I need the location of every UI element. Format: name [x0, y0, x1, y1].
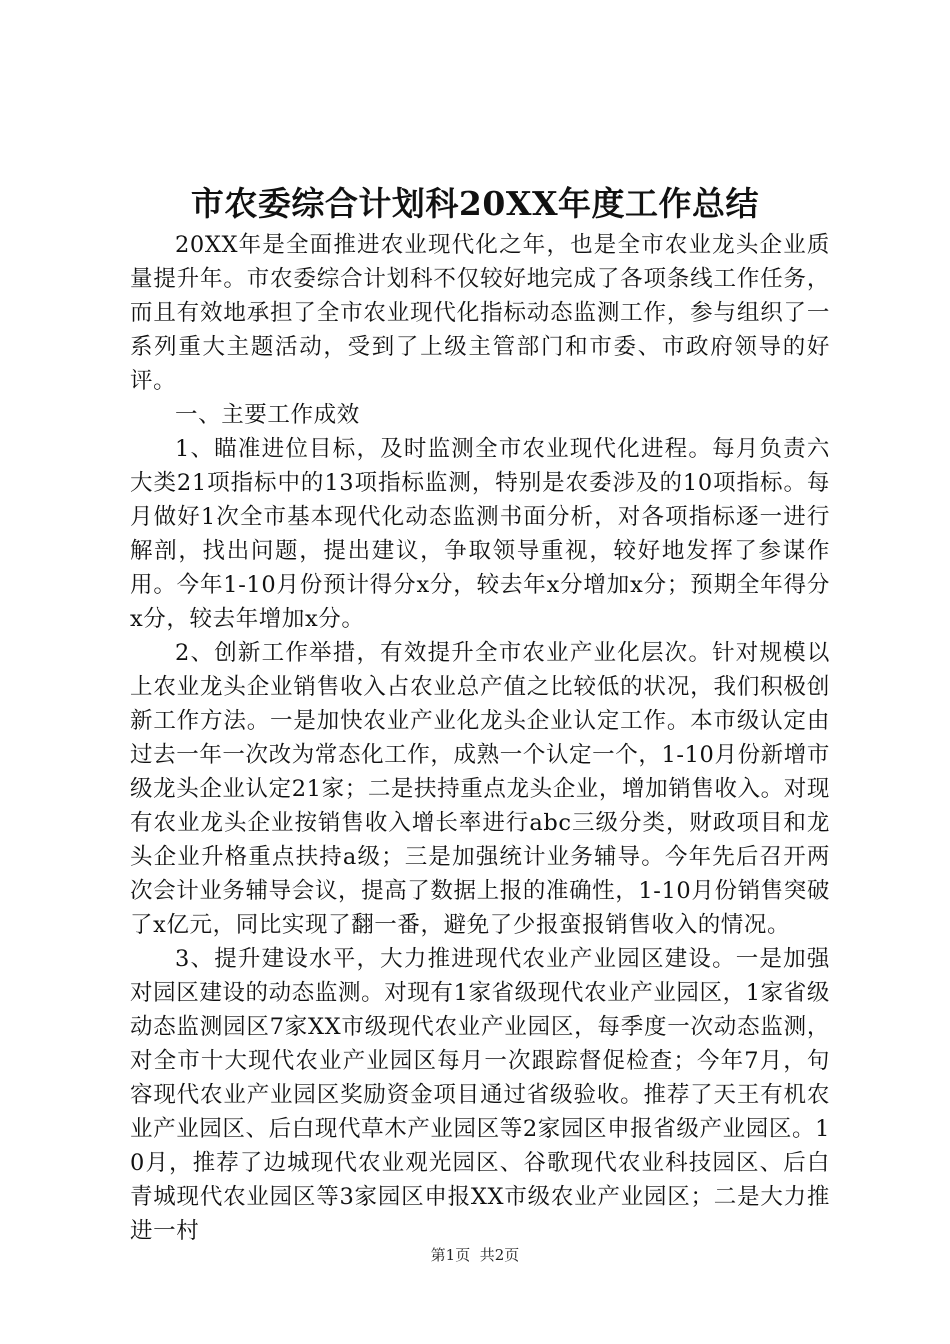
page-footer [0, 1245, 950, 1265]
document-title: 市农委综合计划科20XX年度工作总结 [190, 184, 760, 223]
paragraph-item-3: 3、提升建设水平，大力推进现代农业产业园区建设。一是加强对园区建设的动态监测。对现有1家省级现代农业产业园区，1家省级动态监测园区7家XX市级现代农业产业园区，每季度一次动态监测，对全市十大现代农业产业园区每月一次跟踪督促检查；今年7月，句容现代农业产业园区奖励资金项目通过省级验收。推荐了天王有机农业产业园区、后白现代草木产业园区等2家园区申报省级产业园区。10月，推荐了边城现代农业观光园区、谷歌现代农业科技园区、后白青城现代农业园区等3家园区申报XX市级农业产业园区；二是大力推进一村 [130, 946, 830, 1244]
paragraph-item-1: 1、瞄准进位目标，及时监测全市农业现代化进程。每月负责六大类21项指标中的13项指标监测，特别是农委涉及的10项指标。每月做好1次全市基本现代化动态监测书面分析，对各项指标逐一进行解剖，找出问题，提出建议，争取领导重视，较好地发挥了参谋作用。今年1-10月份预计得分x分，较去年x分增加x分；预期全年得分x分，较去年增加x分。 [130, 436, 830, 632]
section-heading: 一、主要工作成效 [175, 402, 360, 428]
footer-spacer [470, 1246, 480, 1264]
page-total: 共2页 [479, 1246, 520, 1264]
intro-paragraph: 20XX年是全面推进农业现代化之年，也是全市农业龙头企业质量提升年。市农委综合计划科不仅较好地完成了各项条线工作任务，而且有效地承担了全市农业现代化指标动态监测工作，参与组织了一系列重大主题活动，受到了上级主管部门和市委、市政府领导的好评。 [130, 232, 830, 394]
document-body [130, 228, 830, 1248]
paragraph-item-2: 2、创新工作举措，有效提升全市农业产业化层次。针对规模以上农业龙头企业销售收入占农业总产值之比较低的状况，我们积极创新工作方法。一是加快农业产业化龙头企业认定工作。本市级认定由过去一年一次改为常态化工作，成熟一个认定一个，1-10月份新增市级龙头企业认定21家；二是扶持重点龙头企业，增加销售收入。对现有农业龙头企业按销售收入增长率进行abc三级分类，财政项目和龙头企业升格重点扶持a级；三是加强统计业务辅导。今年先后召开两次会计业务辅导会议，提高了数据上报的准确性，1-10月份销售突破了x亿元，同比实现了翻一番，避免了少报蛮报销售收入的情况。 [130, 640, 830, 938]
page-number: 第1页 [430, 1246, 471, 1264]
